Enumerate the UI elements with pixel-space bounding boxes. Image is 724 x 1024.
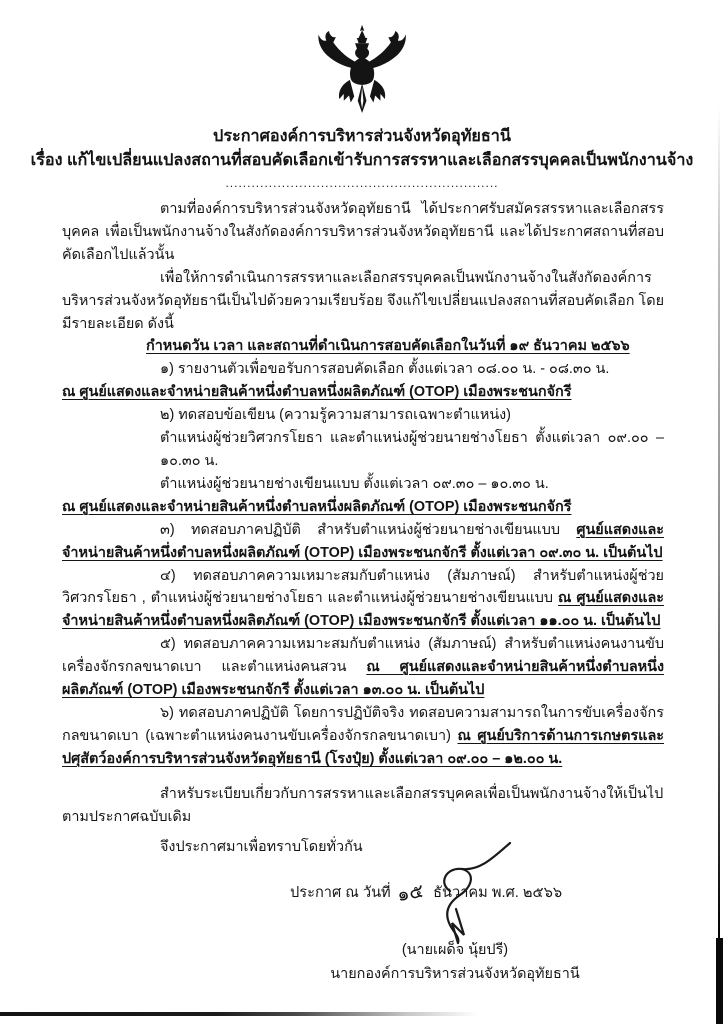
schedule-item-6	[62, 702, 664, 771]
schedule-item-1: ๑) รายงานตัวเพื่อขอรับการสอบคัดเลือก ตั้งแต่เวลา ๐๘.๐๐ น. - ๐๘.๓๐ น.	[160, 361, 610, 378]
handwritten-day: ๑๕	[395, 881, 425, 907]
dotted-divider: ...............................................................	[225, 176, 499, 190]
emblem-container	[0, 0, 724, 120]
closing-announcement: จึงประกาศมาเพื่อทราบโดยทั่วกัน	[160, 839, 363, 856]
item-5-venue: ณ ศูนย์แสดงและจำหน่ายสินค้าหนึ่งตำบลหนึ่งผลิตภัณฑ์ (OTOP) เมืองพระชนกจักรี ตั้งแต่เวลา ๑๓.๐๐ น. เป็นต้นไป	[62, 659, 665, 699]
venue-line-2: ณ ศูนย์แสดงและจำหน่ายสินค้าหนึ่งตำบลหนึ่งผลิตภัณฑ์ (OTOP) เมืองพระชนกจักรี	[62, 498, 572, 515]
page-title: ประกาศองค์การบริหารส่วนจังหวัดอุทัยธานี	[213, 127, 511, 145]
item-4-venue: ณ ศูนย์แสดงและจำหน่ายสินค้าหนึ่งตำบลหนึ่งผลิตภัณฑ์ (OTOP) เมืองพระชนกจักรี ตั้งแต่เวลา ๑๑.๐๐ น. เป็นต้นไป	[62, 590, 664, 630]
closing-paragraph: สำหรับระเบียบเกี่ยวกับการสรรหาและเลือกสรรบุคคลเพื่อเป็นพนักงานจ้างให้เป็นไปตามประกาศฉบับเดิม	[62, 785, 664, 825]
paragraph-preamble: ตามที่องค์การบริหารส่วนจังหวัดอุทัยธานี ได้ประกาศรับสมัครสรรหาและเลือกสรรบุคคล เพื่อเป็นพนักงานจ้างในสังกัดองค์การบริหารส่วนจังหวัดอุทัยธานี และได้ประกาศสถานที่สอบคัดเลือกไปแล้วนั้น	[62, 201, 664, 263]
signer-identity	[266, 939, 644, 986]
schedule-item-2: ๒) ทดสอบข้อเขียน (ความรู้ความสามารถเฉพาะตำแหน่ง)	[160, 407, 511, 424]
schedule-heading	[62, 335, 664, 358]
signature-block	[290, 881, 668, 986]
document-header	[0, 124, 724, 172]
announcement-date-line	[290, 881, 668, 905]
paragraph-reason: เพื่อให้การดำเนินการสรรหาและเลือกสรรบุคคลเป็นพนักงานจ้างในสังกัดองค์การบริหารส่วนจังหวัดอุทัยธานีเป็นไปด้วยความเรียบร้อย จึงแก้ไขเปลี่ยนแปลงสถานที่สอบคัดเลือก โดยมีรายละเอียด ดังนี้	[62, 269, 664, 332]
item-3-text: ๓) ทดสอบภาคปฏิบัติ สำหรับตำแหน่งผู้ช่วยนายช่างเขียนแบบ	[160, 521, 577, 538]
schedule-item-3	[62, 519, 664, 565]
date-prefix: ประกาศ ณ วันที่	[290, 885, 391, 902]
document-body	[0, 190, 724, 986]
item-5-text: ๕) ทดสอบภาคความเหมาะสมกับตำแหน่ง (สัมภาษณ์) สำหรับตำแหน่งคนงานขับเครื่องจักรกลขนาดเบา และตำแหน่งคนสวน	[62, 636, 664, 676]
scan-artifact-right-corner	[716, 938, 723, 1024]
item-4-text: ๔) ทดสอบภาคความเหมาะสมกับตำแหน่ง (สัมภาษณ์) สำหรับตำแหน่งผู้ช่วยวิศวกรโยธา , ตำแหน่งผู้ช่วยนายช่างโยธา และตำแหน่งผู้ช่วยนายช่างเขียนแบบ	[62, 567, 664, 607]
schedule-item-4	[62, 565, 664, 634]
schedule-item-2-detail-1: ตำแหน่งผู้ช่วยวิศวกรโยธา และตำแหน่งผู้ช่วยนายช่างโยธา ตั้งแต่เวลา ๐๙.๐๐ – ๑๐.๓๐ น.	[160, 430, 664, 469]
scan-artifact-bottom-edge	[0, 1012, 478, 1016]
schedule-heading-text: กำหนดวัน เวลา และสถานที่ดำเนินการสอบคัดเลือกในวันที่ ๑๙ ธันวาคม ๒๕๖๖	[146, 338, 630, 355]
signer-title: นายกองค์การบริหารส่วนจังหวัดอุทัยธานี	[330, 966, 580, 983]
item-6-venue: ณ ศูนย์บริการด้านการเกษตรและปศุสัตว์องค์การบริหารส่วนจังหวัดอุทัยธานี (โรงปุ๋ย) ตั้งแต่เวลา ๐๙.๐๐ – ๑๒.๐๐ น.	[62, 727, 664, 767]
schedule-item-5	[62, 633, 664, 702]
item-6-text: ๖) ทดสอบภาคปฏิบัติ โดยการปฏิบัติจริง ทดสอบความสามารถในการขับเครื่องจักรกลขนาดเบา (เฉพาะตำแหน่งคนงานขับเครื่องจักรกลขนาดเบา)	[62, 704, 664, 744]
scan-artifact-right-edge	[718, 105, 721, 940]
schedule-item-2-detail-2: ตำแหน่งผู้ช่วยนายช่างเขียนแบบ ตั้งแต่เวลา ๐๙.๓๐ – ๑๐.๓๐ น.	[160, 475, 549, 492]
date-suffix: ธันวาคม พ.ศ. ๒๕๖๖	[433, 885, 563, 902]
venue-line-1: ณ ศูนย์แสดงและจำหน่ายสินค้าหนึ่งตำบลหนึ่งผลิตภัณฑ์ (OTOP) เมืองพระชนกจักรี	[62, 384, 572, 401]
signer-name: (นายเผด็จ นุ้ยปรี)	[401, 942, 509, 959]
item-3-venue: ศูนย์แสดงและจำหน่ายสินค้าหนึ่งตำบลหนึ่งผลิตภัณฑ์ (OTOP) เมืองพระชนกจักรี ตั้งแต่เวลา ๐๙.๓๐ น. เป็นต้นไป	[62, 521, 664, 561]
garuda-emblem-icon	[301, 24, 423, 120]
subject-line: เรื่อง แก้ไขเปลี่ยนแปลงสถานที่สอบคัดเลือกเข้ารับการสรรหาและเลือกสรรบุคคลเป็นพนักงานจ้าง	[30, 151, 694, 169]
